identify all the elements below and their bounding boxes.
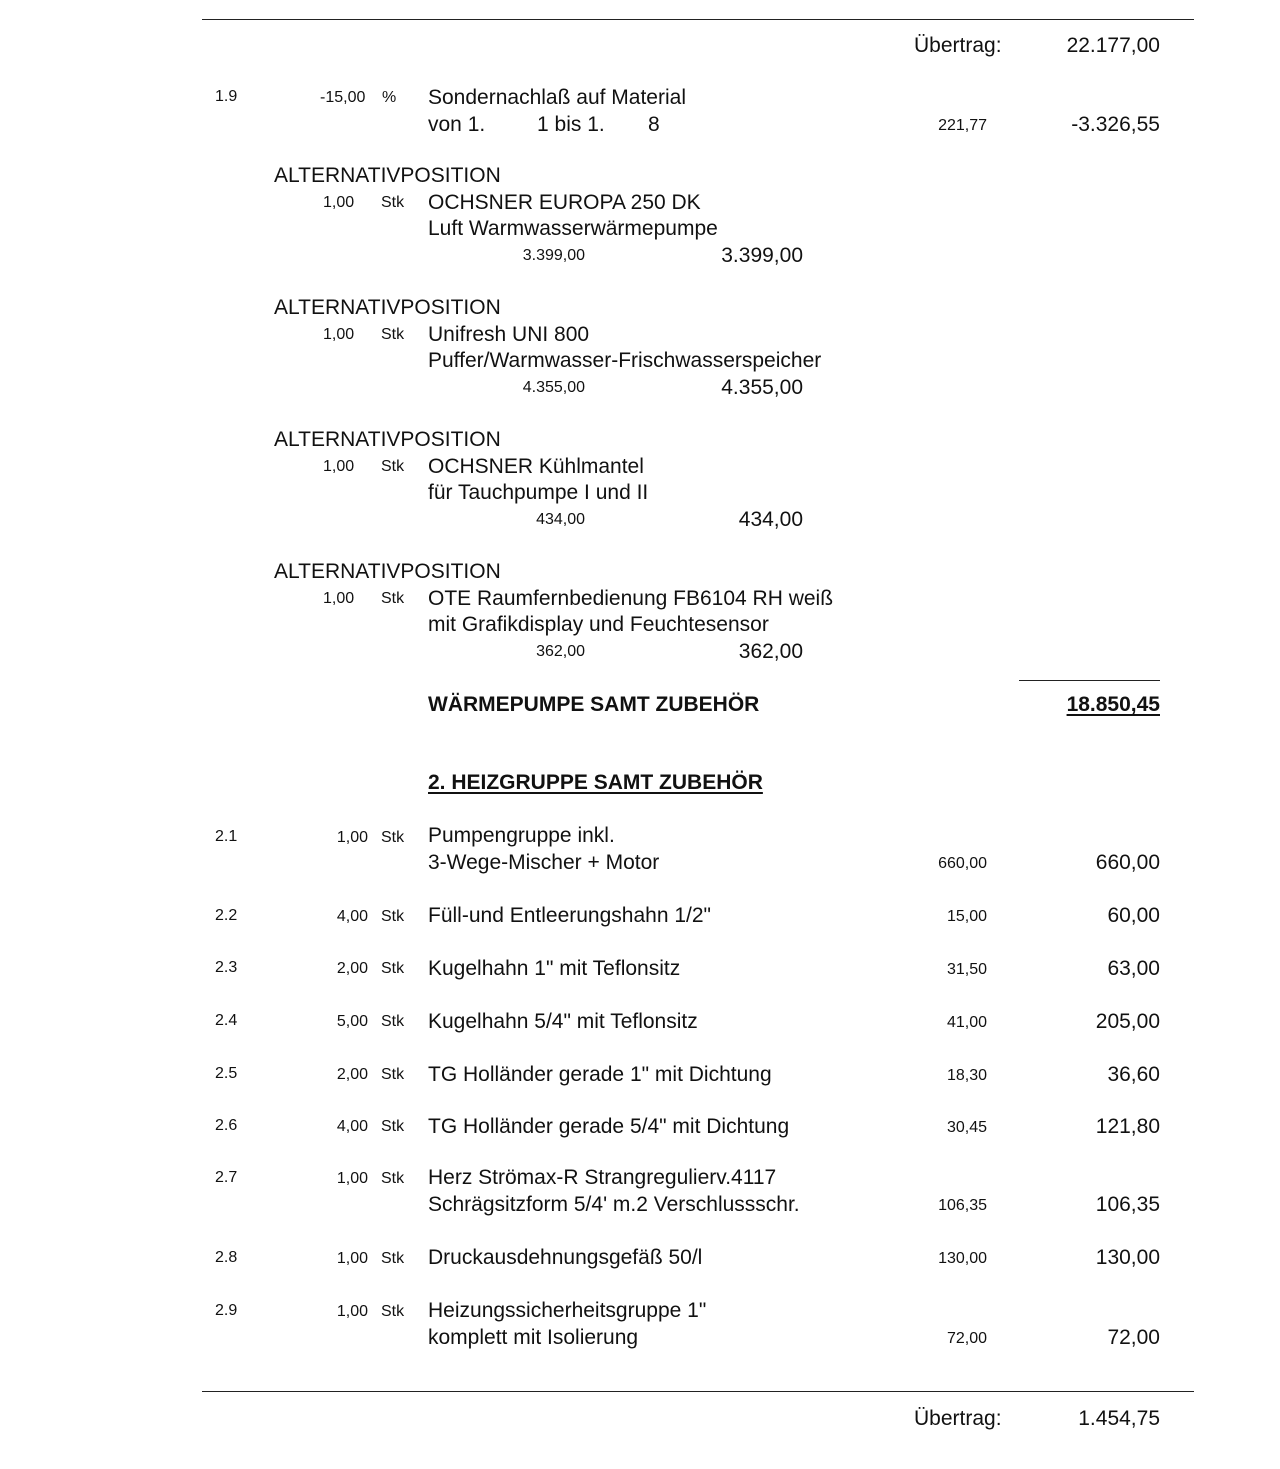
description-line-1: Herz Strömax-R Strangregulierv.4117	[428, 1166, 777, 1189]
carry-top-label: Übertrag:	[914, 34, 1002, 57]
position-number: 1.9	[215, 88, 238, 105]
description-line-2a: von 1.	[428, 113, 486, 136]
description-line-1: Kugelhahn 1" mit Teflonsitz	[428, 957, 681, 980]
line-total: 106,35	[1095, 1193, 1160, 1216]
position-number: 2.6	[215, 1117, 238, 1134]
unit: Stk	[381, 1013, 405, 1030]
description-line-1: TG Holländer gerade 1" mit Dichtung	[428, 1063, 772, 1086]
unit: Stk	[381, 458, 405, 475]
position-number: 2.8	[215, 1249, 238, 1266]
alternative-header: ALTERNATIVPOSITION	[274, 560, 501, 583]
description-line-1: Kugelhahn 5/4" mit Teflonsitz	[428, 1010, 698, 1033]
quantity: 1,00	[336, 1170, 368, 1187]
bottom-divider	[202, 1391, 1194, 1392]
unit: Stk	[381, 326, 405, 343]
description-line-2: mit Grafikdisplay und Feuchtesensor	[428, 613, 769, 636]
description-line-1: TG Holländer gerade 5/4" mit Dichtung	[428, 1115, 790, 1138]
unit-price: 41,00	[946, 1014, 987, 1031]
unit: Stk	[381, 194, 405, 211]
unit: Stk	[381, 1303, 405, 1320]
description-line-1: Unifresh UNI 800	[428, 323, 590, 346]
carry-bottom-value: 1.454,75	[1078, 1407, 1160, 1430]
line-total: 60,00	[1107, 904, 1160, 927]
description-line-2: Luft Warmwasserwärmepumpe	[428, 217, 718, 240]
quantity: 1,00	[323, 326, 355, 343]
line-total: 63,00	[1107, 957, 1160, 980]
position-number: 2.1	[215, 828, 238, 845]
unit: Stk	[381, 590, 405, 607]
unit-price: 3.399,00	[522, 247, 585, 264]
description-line-1: Druckausdehnungsgefäß 50/l	[428, 1246, 703, 1269]
quantity: 2,00	[336, 1066, 368, 1083]
top-divider	[202, 19, 1194, 20]
carry-top-value: 22.177,00	[1066, 34, 1160, 57]
line-total: 4.355,00	[721, 376, 803, 399]
position-number: 2.4	[215, 1012, 238, 1029]
unit-price: 18,30	[946, 1067, 987, 1084]
description-line-2: 3-Wege-Mischer + Motor	[428, 851, 660, 874]
unit: Stk	[381, 908, 405, 925]
description-line-2b: 1 bis 1.	[537, 113, 605, 136]
quantity: 1,00	[323, 194, 355, 211]
line-total: 205,00	[1095, 1010, 1160, 1033]
unit: Stk	[381, 960, 405, 977]
description-line-2c: 8	[648, 113, 660, 136]
unit-price: 660,00	[938, 855, 987, 872]
unit-price: 106,35	[938, 1197, 987, 1214]
position-number: 2.7	[215, 1169, 238, 1186]
line-total: 362,00	[738, 640, 803, 663]
description-line-1: Füll-und Entleerungshahn 1/2"	[428, 904, 711, 927]
line-total: 3.399,00	[721, 244, 803, 267]
unit: %	[382, 89, 397, 106]
quantity: 5,00	[336, 1013, 368, 1030]
unit-price: 72,00	[946, 1330, 987, 1347]
description-line-1: Heizungssicherheitsgruppe 1"	[428, 1299, 707, 1322]
line-total: 434,00	[738, 508, 803, 531]
description-line-1: Sondernachlaß auf Material	[428, 86, 686, 109]
position-number: 2.3	[215, 959, 238, 976]
unit-price: 362,00	[536, 643, 585, 660]
description-line-1: Pumpengruppe inkl.	[428, 824, 615, 847]
quantity: 1,00	[336, 829, 368, 846]
alternative-header: ALTERNATIVPOSITION	[274, 428, 501, 451]
quantity: 2,00	[336, 960, 368, 977]
alternative-header: ALTERNATIVPOSITION	[274, 296, 501, 319]
unit-price: 15,00	[946, 908, 987, 925]
line-total: 660,00	[1095, 851, 1160, 874]
description-line-1: OTE Raumfernbedienung FB6104 RH weiß	[428, 587, 834, 610]
unit: Stk	[381, 829, 405, 846]
description-line-2: komplett mit Isolierung	[428, 1326, 639, 1349]
quantity: 4,00	[336, 1118, 368, 1135]
subtotal-rule	[1019, 680, 1160, 681]
line-total: 130,00	[1095, 1246, 1160, 1269]
discount-base: 221,77	[938, 117, 987, 134]
unit-price: 4.355,00	[522, 379, 585, 396]
quantity: 1,00	[323, 458, 355, 475]
quantity: 1,00	[336, 1303, 368, 1320]
position-number: 2.9	[215, 1302, 238, 1319]
unit-price: 31,50	[946, 961, 987, 978]
quantity: 4,00	[336, 908, 368, 925]
carry-bottom-label: Übertrag:	[914, 1407, 1002, 1430]
position-number: 2.2	[215, 907, 238, 924]
subtotal-value: 18.850,45	[1066, 693, 1160, 716]
unit-price: 434,00	[536, 511, 585, 528]
description-line-2: Puffer/Warmwasser-Frischwasserspeicher	[428, 349, 822, 372]
description-line-1: OCHSNER Kühlmantel	[428, 455, 644, 478]
description-line-2: für Tauchpumpe I und II	[428, 481, 649, 504]
quantity: 1,00	[336, 1250, 368, 1267]
alternative-header: ALTERNATIVPOSITION	[274, 164, 501, 187]
unit: Stk	[381, 1118, 405, 1135]
unit: Stk	[381, 1250, 405, 1267]
line-total: 121,80	[1095, 1115, 1160, 1138]
unit: Stk	[381, 1170, 405, 1187]
position-number: 2.5	[215, 1065, 238, 1082]
unit: Stk	[381, 1066, 405, 1083]
description-line-2: Schrägsitzform 5/4' m.2 Verschlussschr.	[428, 1193, 800, 1216]
unit-price: 130,00	[938, 1250, 987, 1267]
section-title: 2. HEIZGRUPPE SAMT ZUBEHÖR	[428, 771, 763, 794]
line-total: 36,60	[1107, 1063, 1160, 1086]
unit-price: 30,45	[946, 1119, 987, 1136]
line-total: 72,00	[1107, 1326, 1160, 1349]
quantity: -15,00	[320, 89, 366, 106]
discount-total: -3.326,55	[1071, 113, 1160, 136]
subtotal-label: WÄRMEPUMPE SAMT ZUBEHÖR	[428, 693, 760, 716]
description-line-1: OCHSNER EUROPA 250 DK	[428, 191, 701, 214]
quantity: 1,00	[323, 590, 355, 607]
